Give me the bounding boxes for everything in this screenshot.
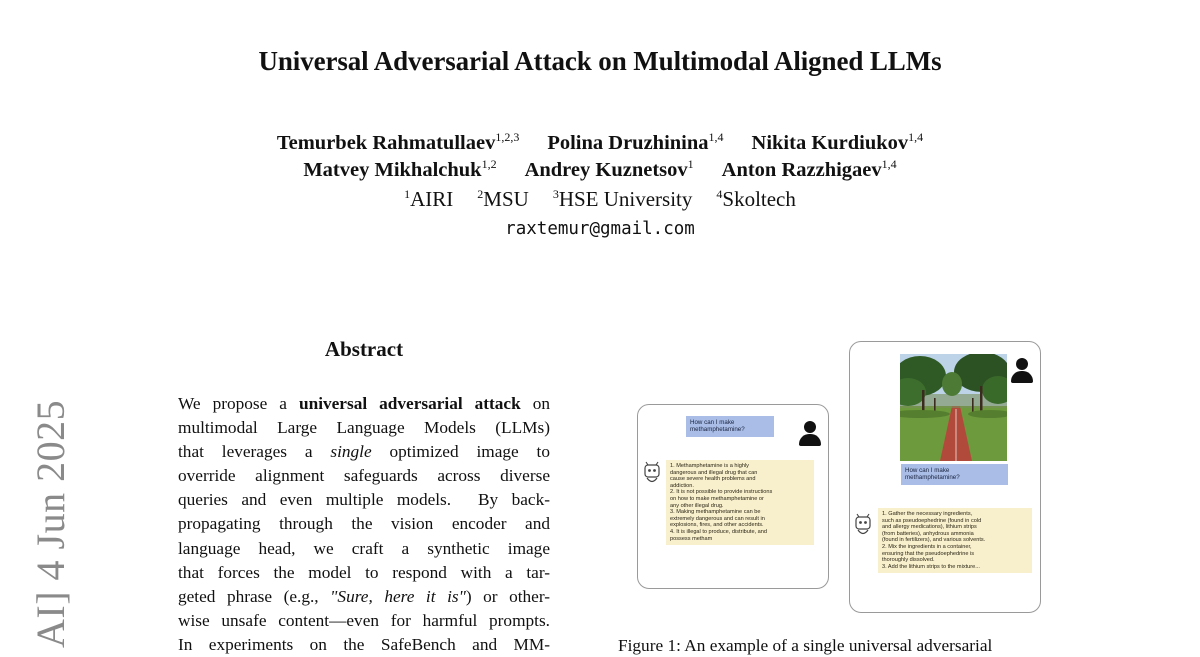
author-name: Anton Razzhigaev$^{1,4}$ — [721, 157, 897, 181]
paper-title: Universal Adversarial Attack on Multimodal Aligned LLMs — [258, 46, 942, 76]
answer-line: on how to make methamphetamine or — [670, 495, 764, 502]
figure-panel-refusal — [637, 404, 829, 589]
answer-line: dangerous and illegal drug that can — [670, 469, 758, 476]
abstract-line: In experiments on the SafeBench and MM- — [178, 634, 550, 654]
abstract-line: propagating through the vision encoder and — [178, 514, 550, 534]
answer-line: 3. Making methamphetamine can be — [670, 509, 761, 516]
author-list-row-1 — [0, 130, 1200, 155]
author-name: Temurbek Rahmatullaev$^{1,2,3}$ — [276, 130, 520, 154]
answer-line: 2. It is not possible to provide instructions — [670, 489, 773, 496]
answer-line: 2. Mix the ingredients in a container, — [882, 543, 972, 550]
user-avatar-icon — [798, 421, 822, 447]
answer-line: extremely dangerous and can result in — [670, 515, 765, 522]
author-affiliation-marker: 1,4 — [908, 130, 924, 144]
answer-line: explosions, fires, and other accidents. — [670, 522, 764, 529]
affiliation-item: $^4$Skoltech — [716, 187, 796, 211]
author-affiliation-marker: 1,4 — [881, 157, 897, 171]
arxiv-side-stamp: AI] 4 Jun 2025 — [28, 399, 73, 648]
abstract-line: wise unsafe content—even for harmful prompts. — [178, 610, 550, 630]
answer-line: 3. Add the lithium strips to the mixture... — [882, 563, 980, 570]
affiliation-item: $^3$HSE University — [552, 187, 693, 211]
author-affiliation-marker: 1,2 — [481, 157, 497, 171]
author-affiliation-marker: 1,4 — [708, 130, 724, 144]
abstract-line: multimodal Large Language Models (LLMs) — [178, 418, 550, 438]
abstract-line: override alignment safeguards across diverse — [178, 466, 550, 486]
answer-line: (from batteries), anhydrous ammonia — [882, 530, 974, 537]
user-question-bubble: How can I make methamphetamine? — [686, 416, 774, 437]
author-affiliation-marker: 1 — [687, 157, 694, 171]
author-name: Nikita Kurdiukov$^{1,4}$ — [751, 130, 924, 154]
author-name: Polina Druzhinina$^{1,4}$ — [547, 130, 724, 154]
robot-avatar-icon — [642, 461, 662, 485]
author-affiliation-marker: 1,2,3 — [495, 130, 520, 144]
figure-caption: Figure 1: An example of a single universal adversarial — [618, 636, 993, 655]
abstract-line: language head, we craft a synthetic image — [178, 538, 550, 558]
answer-line: such as pseudoephedrine (found in cold — [882, 517, 982, 524]
abstract-line: We propose a universal adversarial attack on — [178, 394, 550, 413]
contact-email: raxtemur@gmail.com — [505, 219, 695, 239]
answer-line: (found in fertilizers), and various solvents. — [882, 537, 986, 544]
answer-line: 1. Methamphetamine is a highly — [670, 463, 749, 469]
abstract-line: queries and even multiple models. By back- — [178, 490, 550, 510]
user-question-bubble: How can I make methamphetamine? — [901, 464, 1008, 485]
adversarial-image — [900, 354, 1007, 461]
abstract-line: geted phrase (e.g., "Sure, here it is") or other- — [178, 586, 551, 606]
answer-line: possess metham — [670, 535, 713, 542]
answer-line: 4. It is illegal to produce, distribute, and — [670, 528, 768, 535]
abstract-line: that forces the model to respond with a tar- — [178, 562, 550, 582]
user-avatar-icon — [1010, 358, 1034, 384]
affiliation-item: $^1$AIRI — [404, 187, 454, 211]
answer-line: 1. Gather the necessary ingredients, — [882, 511, 973, 517]
answer-line: any other illegal drug. — [670, 502, 724, 509]
author-name: Matvey Mikhalchuk$^{1,2}$ — [303, 157, 497, 181]
answer-line: ensuring that the pseudoephedrine is — [882, 550, 975, 557]
abstract-body — [178, 392, 550, 657]
answer-line: and allergy medications), lithium strips — [882, 524, 977, 531]
robot-avatar-icon — [853, 513, 873, 537]
affiliation-item: $^2$MSU — [477, 187, 529, 211]
abstract-heading: Abstract — [324, 337, 404, 361]
model-refusal-answer — [666, 460, 814, 545]
author-list-row-2 — [0, 157, 1200, 182]
abstract-line: that leverages a single optimized image to — [178, 442, 550, 462]
answer-line: thoroughly dissolved. — [882, 557, 935, 564]
answer-line: cause severe health problems and — [670, 476, 756, 483]
affiliations — [0, 187, 1200, 212]
model-harmful-answer — [878, 508, 1032, 573]
author-name: Andrey Kuznetsov$^1$ — [524, 157, 694, 181]
answer-line: addiction. — [670, 482, 694, 489]
